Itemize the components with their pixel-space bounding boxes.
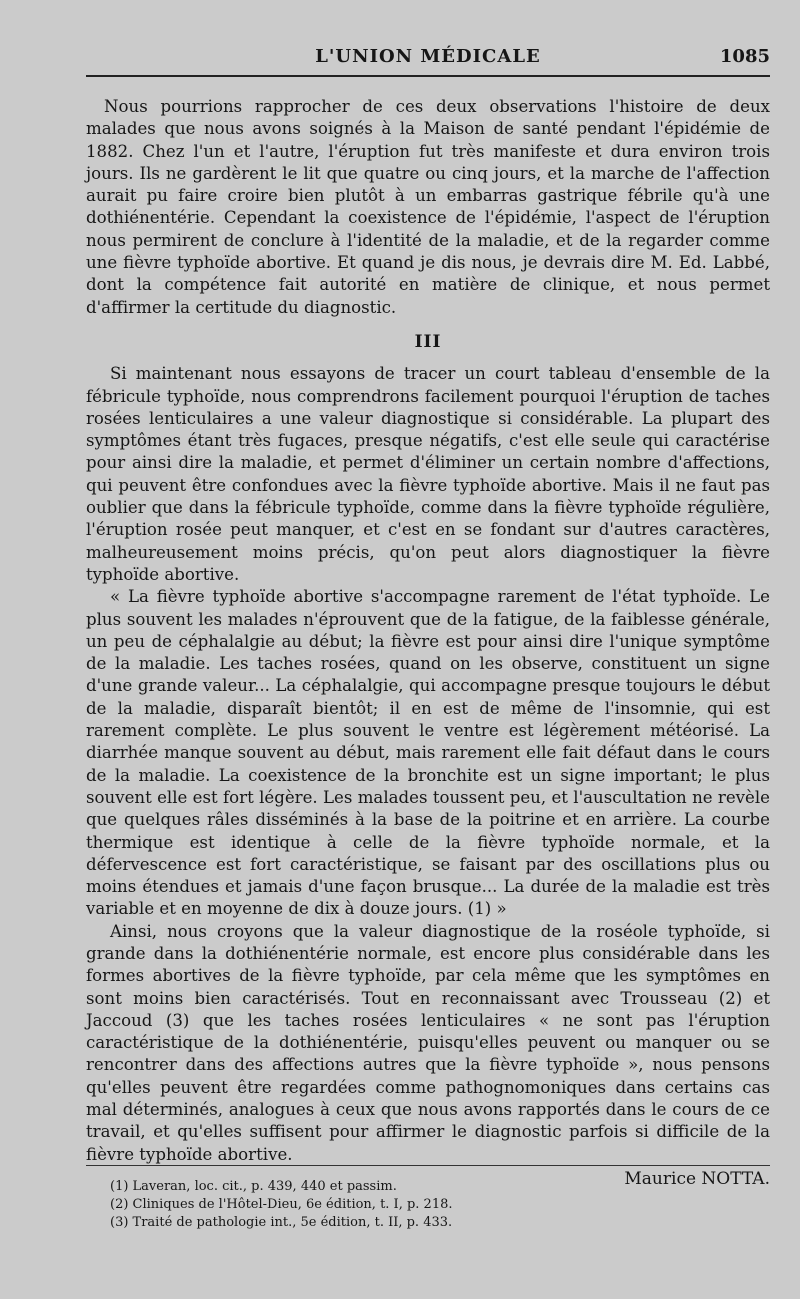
paragraph-1: Nous pourrions rapprocher de ces deux observations l'histoire de deux malades que nous avons soignés à la Maison de santé pendant l'épidémie de 1882. Chez l'un et l'autre, l'éruption fut très manifeste et dura environ trois jours. Ils ne gardèrent le lit que quatre ou cinq jours, et la marche de l'affection aurait pu faire croire bien plutôt à un embarras gastrique fébrile qu'à une dothiénentérie. Cependant la coexistence de l'épidémie, l'aspect de l'éruption nous permirent de conclure à l'identité de la maladie, et de la regarder comme une fièvre typhoïde abortive. Et quand je dis nous, je devrais dire M. Ed. Labbé, dont la compétence fait autorité en matière de clinique, et nous permet d'affirmer la certitude du diagnostic. [86,97,770,317]
header-rule [86,75,770,77]
footnote-2: (2) Cliniques de l'Hôtel-Dieu, 6e édition, t. I, p. 218. [110,1197,453,1212]
paragraph-4: Ainsi, nous croyons que la valeur diagnostique de la roséole typhoïde, si grande dans la dothiénentérie normale, est encore plus considérable dans les formes abortives de la fièvre typhoïde, par cela même que les symptômes en sont moins bien caractérisés. Tout en reconnaissant avec Trousseau (2) et Jaccoud (3) que les taches rosées lenticulaires « ne sont pas l'éruption caractéristique de la dothiénentérie, puisqu'elles peuvent ou manquer ou se rencontrer dans des affections autres que la fièvre typhoïde », nous pensons qu'elles peuvent être regardées comme pathognomoniques dans certains cas mal déterminés, analogues à ceux que nous avons rapportés dans le cours de ce travail, et qu'elles suffisent pour affirmer le diagnostic parfois si difficile de la fièvre typhoïde abortive. [86,921,770,1164]
footnote-1: (1) Laveran, loc. cit., p. 439, 440 et passim. [110,1179,397,1194]
footnote-3: (3) Traité de pathologie int., 5e édition, t. II, p. 433. [110,1215,453,1230]
paragraph-2: Si maintenant nous essayons de tracer un court tableau d'ensemble de la fébricule typhoïde, nous comprendrons facilement pourquoi l'éruption de taches rosées lenticulaires a une valeur diagnostique si considérable. La plupart des symptômes étant très fugaces, presque négatifs, c'est elle seule qui caractérise pour ainsi dire la maladie, et permet d'éliminer un certain nombre d'affections, qui peuvent être confondues avec la fièvre typhoïde abortive. Mais il ne faut pas oublier que dans la fébricule typhoïde, comme dans la fièvre typhoïde régulière, l'éruption rosée peut manquer, et c'est en se fondant sur d'autres caractères, malheureusement moins précis, qu'on peut alors diagnostiquer la fièvre typhoïde abortive. [86,364,770,584]
journal-title: L'UNION MÉDICALE [315,46,541,67]
footnotes [110,1178,750,1232]
section-heading: III [414,331,442,352]
author-signature: Maurice NOTTA. [624,1168,770,1189]
paragraph-3-quote: « La fièvre typhoïde abortive s'accompagne rarement de l'état typhoïde. Le plus souvent les malades n'éprouvent que de la fatigue, de la faiblesse générale, un peu de céphalalgie au début; la fièvre est pour ainsi dire l'unique symptôme de la maladie. Les taches rosées, quand on les observe, constituent un signe d'une grande valeur... La céphalalgie, qui accompagne presque toujours le début de la maladie, disparaît bientôt; il en est de même de l'insomnie, qui est rarement complète. Le plus souvent le ventre est légèrement météorisé. La diarrhée manque souvent au début, mais rarement elle fait défaut dans le cours de la maladie. La coexistence de la bronchite est un signe important; le plus souvent elle est fort légère. Les malades toussent peu, et l'auscultation ne revèle que quelques râles disséminés à la base de la poitrine et en arrière. La courbe thermique est identique à celle de la fièvre typhoïde normale, et la défervescence est fort caractéristique, se faisant par des oscillations plus ou moins étendues et jamais d'une façon brusque... La durée de la maladie est très variable et en moyenne de dix à douze jours. (1) » [86,587,770,919]
page-number: 1085 [719,46,770,67]
footnote-rule [86,1165,770,1166]
running-header [86,46,770,72]
article-body [86,96,770,1190]
